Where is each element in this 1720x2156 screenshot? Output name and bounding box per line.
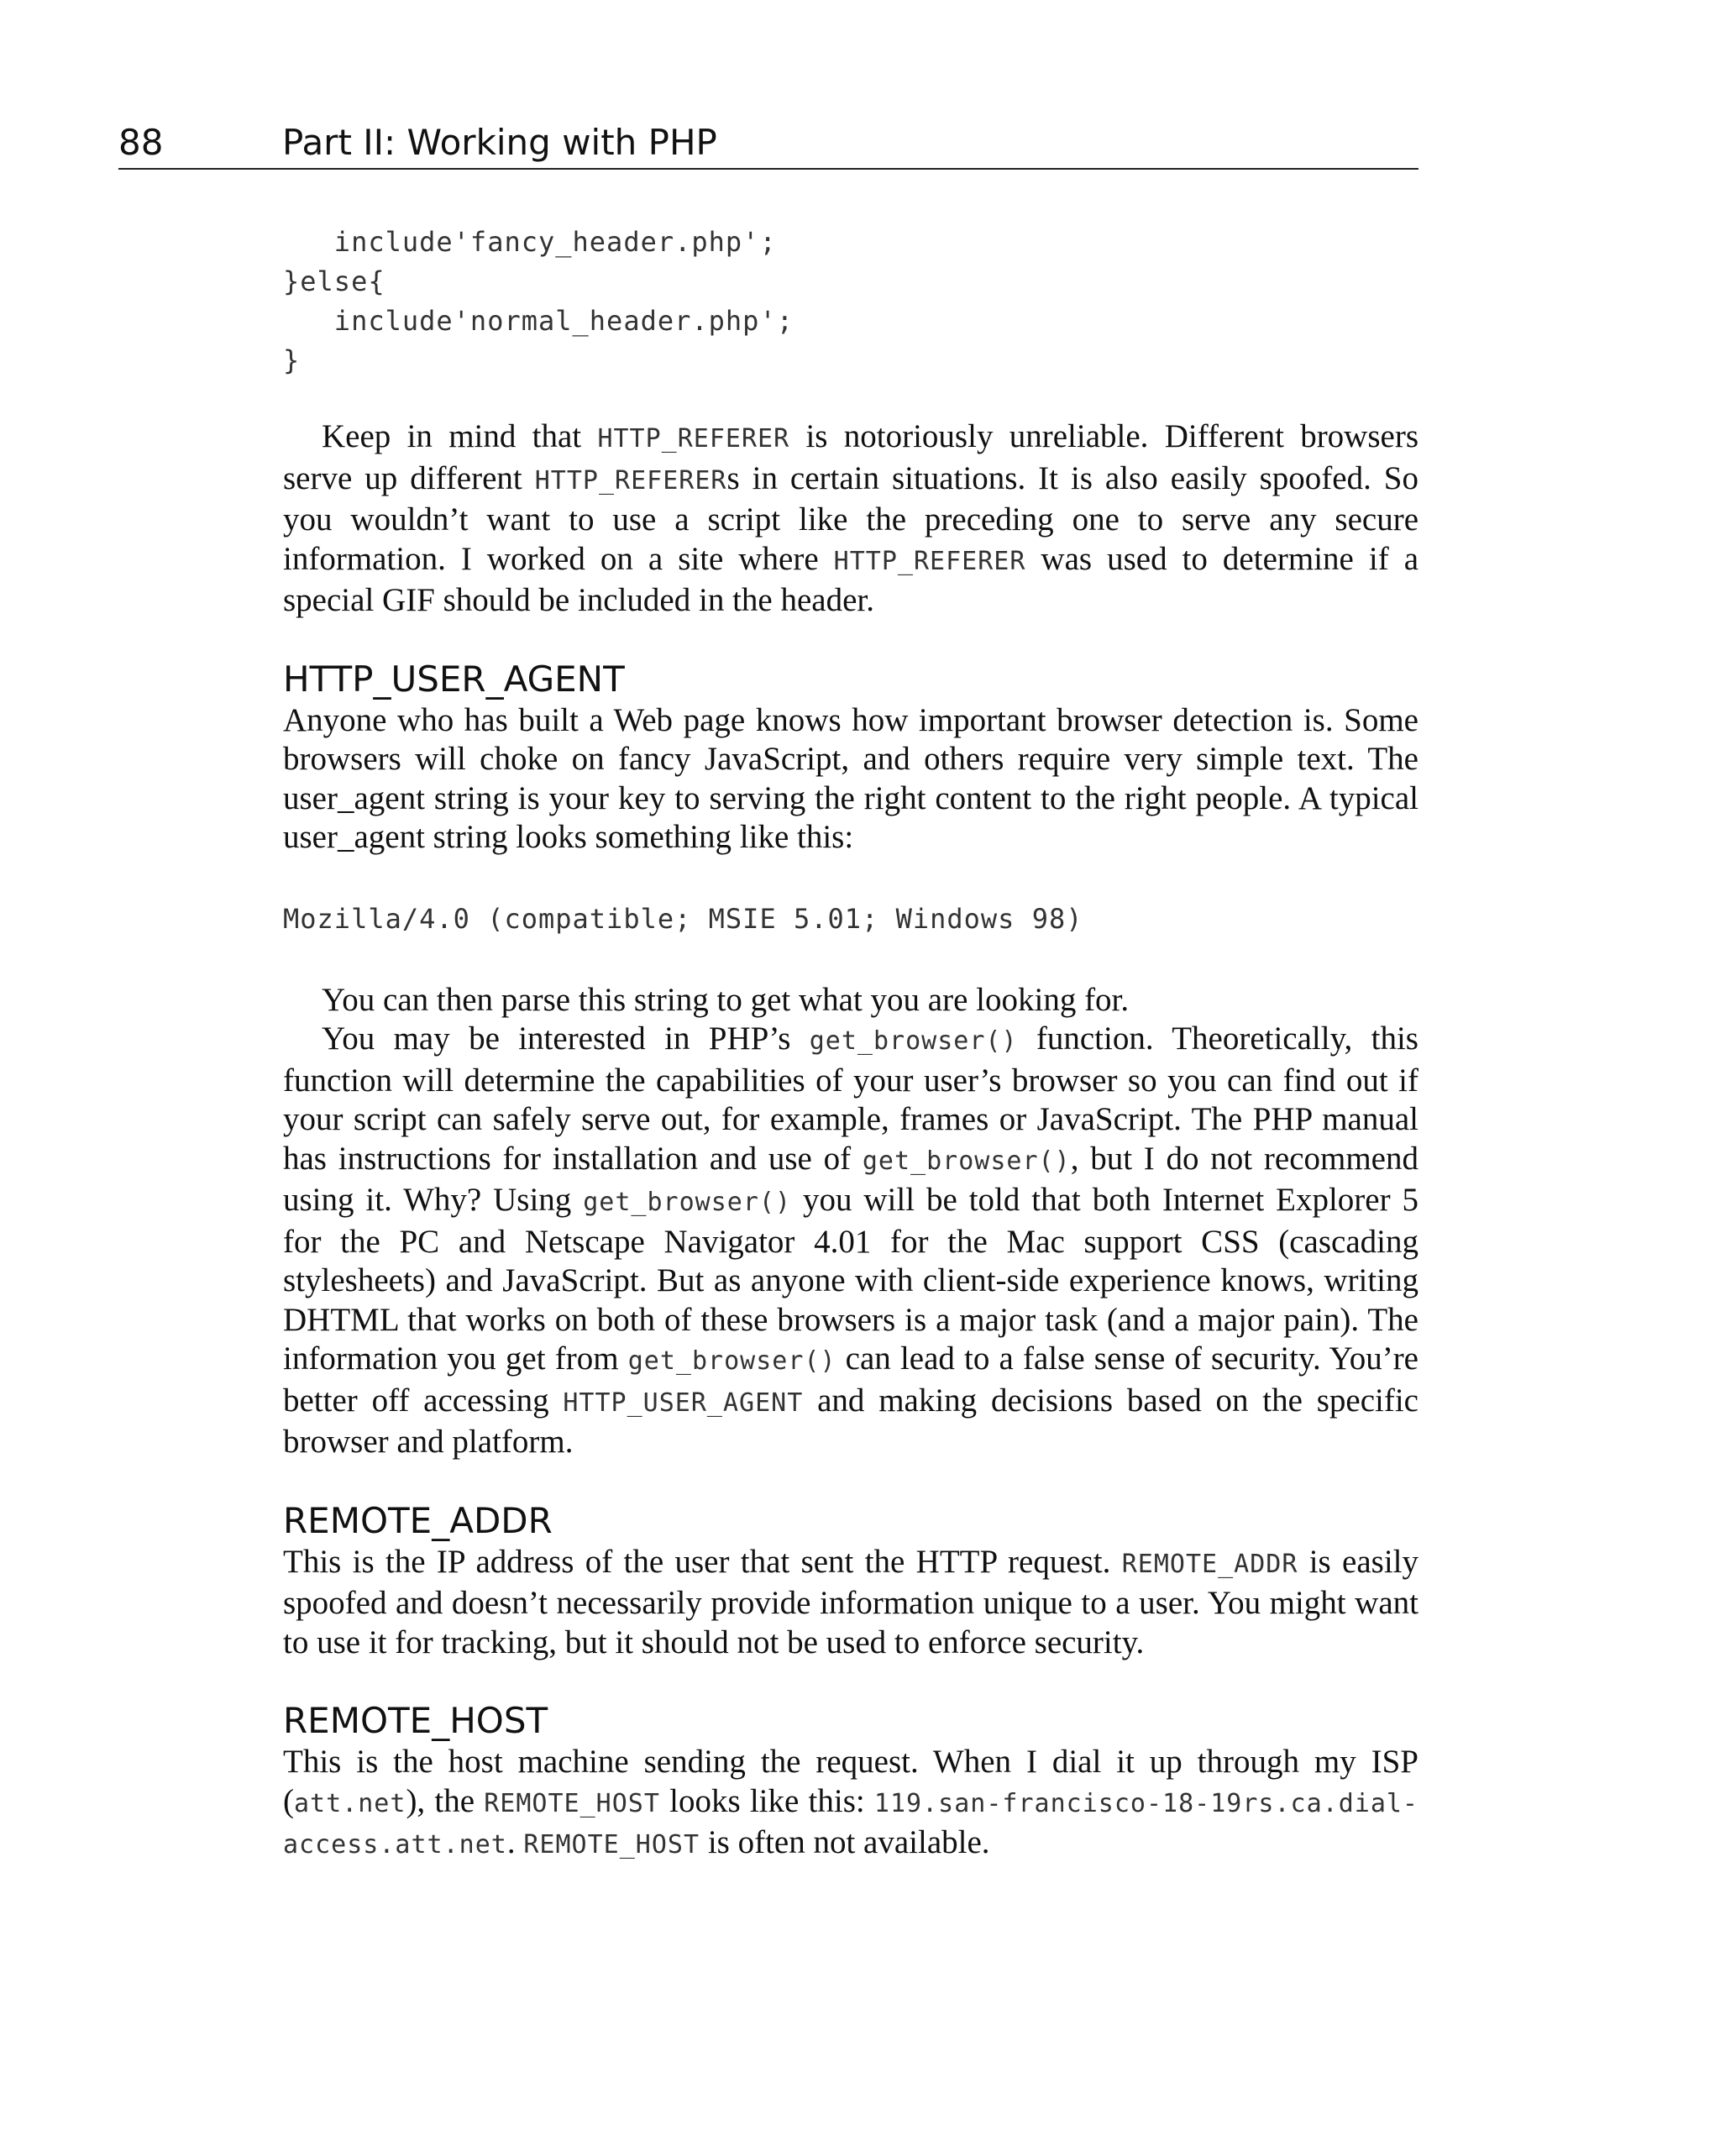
inline-code: get_browser() xyxy=(627,1346,836,1376)
code-line-user-agent: Mozilla/4.0 (compatible; MSIE 5.01; Windows 98) xyxy=(283,902,1083,935)
inline-code: 119.san-francisco-18-19rs.ca.dial-access.att.net xyxy=(283,1788,1418,1860)
code-line: } xyxy=(283,344,301,376)
inline-code: REMOTE_HOST xyxy=(484,1788,660,1818)
code-block xyxy=(283,223,1418,380)
inline-code: get_browser() xyxy=(862,1146,1071,1176)
paragraph-remote-host: This is the host machine sending the request. When I dial it up through my ISP (att.net), the REMOTE_HOST looks like this: 119.san-francisco-18-19rs.ca.dial-access.att.net. REMOTE_HOST is often not available. xyxy=(283,1744,1418,1860)
paragraph-user-agent: Anyone who has built a Web page knows how important browser detection is. Some browsers will choke on fancy JavaScript, and others require very simple text. The user_agent string is your key to serving the right content to the right people. A typical user_agent string looks something like this: xyxy=(283,701,1418,855)
code-line: include'fancy_header.php'; xyxy=(283,226,777,258)
paragraph-get-browser: You may be interested in PHP’s get_browser() function. Theoretically, this function will determine the capabilities of your user’s browser so you can find out if your script can safely serve out, for example, frames or JavaScript. The PHP manual has instructions for installation and use of get_browser(), but I do not recommend using it. Why? Using get_browser() you will be told that both Internet Explorer 5 for the PC and Netscape Navigator 4.01 for the Mac support CSS (cascading stylesheets) and JavaScript. But as anyone with client-side experience knows, writing DHTML that works on both of these browsers is a major task (and a major pain). The information you get from get_browser() can lead to a false sense of security. You’re better off accessing HTTP_USER_AGENT and making decisions based on the specific browser and platform. xyxy=(283,1020,1418,1460)
code-line: }else{ xyxy=(283,265,385,297)
inline-code: att.net xyxy=(294,1788,406,1818)
running-head xyxy=(118,118,1418,170)
inline-code: REMOTE_HOST xyxy=(523,1830,700,1860)
page-number: 88 xyxy=(118,122,164,163)
inline-code: get_browser() xyxy=(809,1026,1018,1056)
part-title: Part II: Working with PHP xyxy=(282,122,717,163)
inline-code: HTTP_REFERER xyxy=(534,465,727,496)
inline-code: HTTP_USER_AGENT xyxy=(563,1387,804,1418)
inline-code: HTTP_REFERER xyxy=(833,546,1026,576)
inline-code: REMOTE_ADDR xyxy=(1121,1549,1298,1579)
paragraph-remote-addr: This is the IP address of the user that sent the HTTP request. REMOTE_ADDR is easily spoofed and doesn’t necessarily provide information unique to a user. You might want to use it for tracking, but it should not be used to enforce security. xyxy=(283,1543,1418,1660)
paragraph-parse: You can then parse this string to get what you are looking for. xyxy=(322,981,1130,1018)
section-heading-remote-addr: REMOTE_ADDR xyxy=(283,1499,553,1541)
section-heading-http-user-agent: HTTP_USER_AGENT xyxy=(283,658,625,700)
inline-code: HTTP_REFERER xyxy=(597,424,790,454)
section-heading-remote-host: REMOTE_HOST xyxy=(283,1700,548,1741)
inline-code: get_browser() xyxy=(583,1188,792,1217)
code-line: include'normal_header.php'; xyxy=(283,305,794,337)
paragraph-referer: Keep in mind that HTTP_REFERER is notoriously unreliable. Different browsers serve up different HTTP_REFERERs in certain situations. It is also easily spoofed. So you wouldn’t want to use a script like the preceding one to serve any secure information. I worked on a site where HTTP_REFERER was used to determine if a special GIF should be included in the header. xyxy=(283,418,1419,618)
page-content xyxy=(283,223,1418,1865)
